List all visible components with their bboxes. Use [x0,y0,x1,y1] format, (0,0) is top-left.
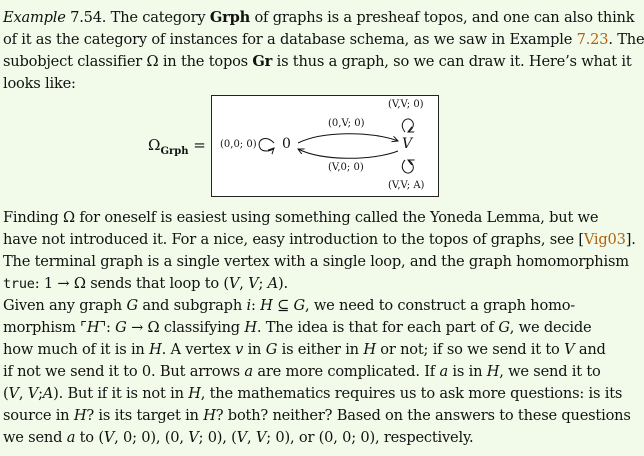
text-span: if not we send it to 0. But arrows [3,363,245,380]
text-span: H [363,341,376,358]
text-span: is in [447,363,487,380]
text-span: ? is its target in [86,407,204,424]
omega-diagram [0,92,592,202]
loop-zero-label: (0,0; 0) [220,139,257,150]
text-span: morphism ⌜ [3,319,87,336]
citation-link[interactable]: Vig03 [583,231,626,248]
text-span: ; 0), or (0, 0; 0), respectively. [266,429,474,446]
text-span: , the mathematics requires us to ask more questions: is its [200,385,623,402]
text-span: Finding Ω for oneself is easiest using something called the Yoneda Lemma, but we [3,209,599,226]
loop-v-top-arrow [402,119,413,132]
text-span: Given any graph [3,297,127,314]
text-span: how much of it is in [3,341,150,358]
text-span: a [66,429,76,446]
text-line [3,273,589,295]
omega-grph-label [148,136,206,157]
text-span: of it as the category of instances for a database schema, as we saw in Example [3,31,577,48]
text-span: . A vertex [161,341,236,358]
text-span: , [247,429,256,446]
text-span: → Ω classifying [126,319,245,336]
text-span: ; [258,275,268,292]
top-arrow-label: (0,V; 0) [328,118,365,129]
vertex-v: V [402,136,413,152]
text-line [3,7,635,29]
text-span: : [250,297,261,314]
text-span: The terminal graph is a single vertex with a single loop, and the graph homomorphism [3,253,629,270]
text-line [3,251,629,273]
text-span: H [260,297,273,314]
text-span: looks like: [3,75,76,92]
text-span: G [498,319,510,336]
loop-v-top-label: (V,V; 0) [388,99,424,110]
text-span: a [244,363,253,380]
text-span: : 1 → Ω sends that loop to ( [34,275,229,292]
text-line [3,229,636,251]
text-span: V [248,275,259,292]
text-span: a [439,363,448,380]
text-span: ⌝: [99,319,116,336]
text-line [3,361,601,383]
text-span: H [244,319,257,336]
text-span: G [265,341,278,358]
citation-link[interactable]: 7.23 [576,31,609,48]
text-span: subobject classifier Ω in the topos [3,53,253,70]
loop-v-bottom-arrow [402,160,413,173]
omega-symbol: Ω [148,136,161,154]
text-span: ). But if it is not in [53,385,189,402]
text-span: source in [3,407,74,424]
text-span: Example [3,9,66,26]
text-span: and subgraph [137,297,247,314]
text-span: ; [38,385,43,402]
text-span: , 0; 0), (0, [114,429,189,446]
text-line [3,317,592,339]
text-span: i [246,297,251,314]
text-span: V [564,341,575,358]
text-span: H [188,385,201,402]
text-span: in [243,341,266,358]
text-span: V [228,275,240,292]
text-span: true [3,276,35,292]
text-line [3,29,644,51]
text-span: Gr [252,53,273,70]
text-span: G [293,297,305,314]
text-span: and [574,341,606,358]
text-span: we send [3,429,67,446]
text-span: A [42,385,54,402]
text-span: v [235,341,244,358]
text-span: 7.54. The category [65,9,210,26]
text-span: to ( [75,429,104,446]
text-line [3,339,606,361]
text-span: is either in [277,341,364,358]
text-span: are more complicated. If [252,363,440,380]
text-span: . The idea is that for each part of [256,319,499,336]
text-span: V [236,429,248,446]
text-span: A [267,275,278,292]
text-span: ; 0), ( [198,429,237,446]
text-span: ? both? neither? Based on the answers to these questions [215,407,631,424]
text-span: V [188,429,199,446]
text-span: , [18,385,28,402]
text-span: , we decide [509,319,592,336]
vertex-zero: 0 [282,136,291,152]
text-span: Grph [209,9,251,26]
text-line [3,295,589,317]
omega-subscript: Grph [160,146,189,157]
graph-box [211,95,439,197]
text-line [3,207,599,229]
text-span: V [255,429,267,446]
text-span: , [239,275,249,292]
text-span: of graphs is a presheaf topos, and one can also think [250,9,635,26]
text-line [3,427,589,449]
text-line [3,405,631,427]
text-span: V [103,429,115,446]
arrow-v-to-zero [298,149,398,158]
equals-sign: = [193,136,206,154]
text-span: V [8,385,19,402]
text-span: G [126,297,138,314]
text-span: ]. [625,231,636,248]
text-span: H [86,319,100,336]
text-span: H [149,341,162,358]
arrow-zero-to-v [298,134,398,143]
text-span: H [486,363,500,380]
text-span: ( [3,385,9,402]
text-span: H [73,407,87,424]
text-span: . The [608,31,644,48]
text-span: G [115,319,127,336]
text-span: ). [277,275,288,292]
text-span: have not introduced it. For a nice, easy introduction to the topos of graphs, see [ [3,231,584,248]
text-span: V [27,385,39,402]
text-span: or not; if so we send it to [375,341,565,358]
loop-zero-arrow [259,139,274,151]
text-span: , we need to construct a graph homo- [305,297,576,314]
text-line [3,383,623,405]
loop-v-bottom-label: (V,V; A) [388,180,425,191]
text-line [3,51,632,73]
text-span: is thus a graph, so we can draw it. Here’s what it [272,53,632,70]
text-span: H [203,407,216,424]
text-span: , we send it to [499,363,601,380]
bottom-arrow-label: (V,0; 0) [328,162,364,173]
text-span: ⊆ [272,297,294,314]
